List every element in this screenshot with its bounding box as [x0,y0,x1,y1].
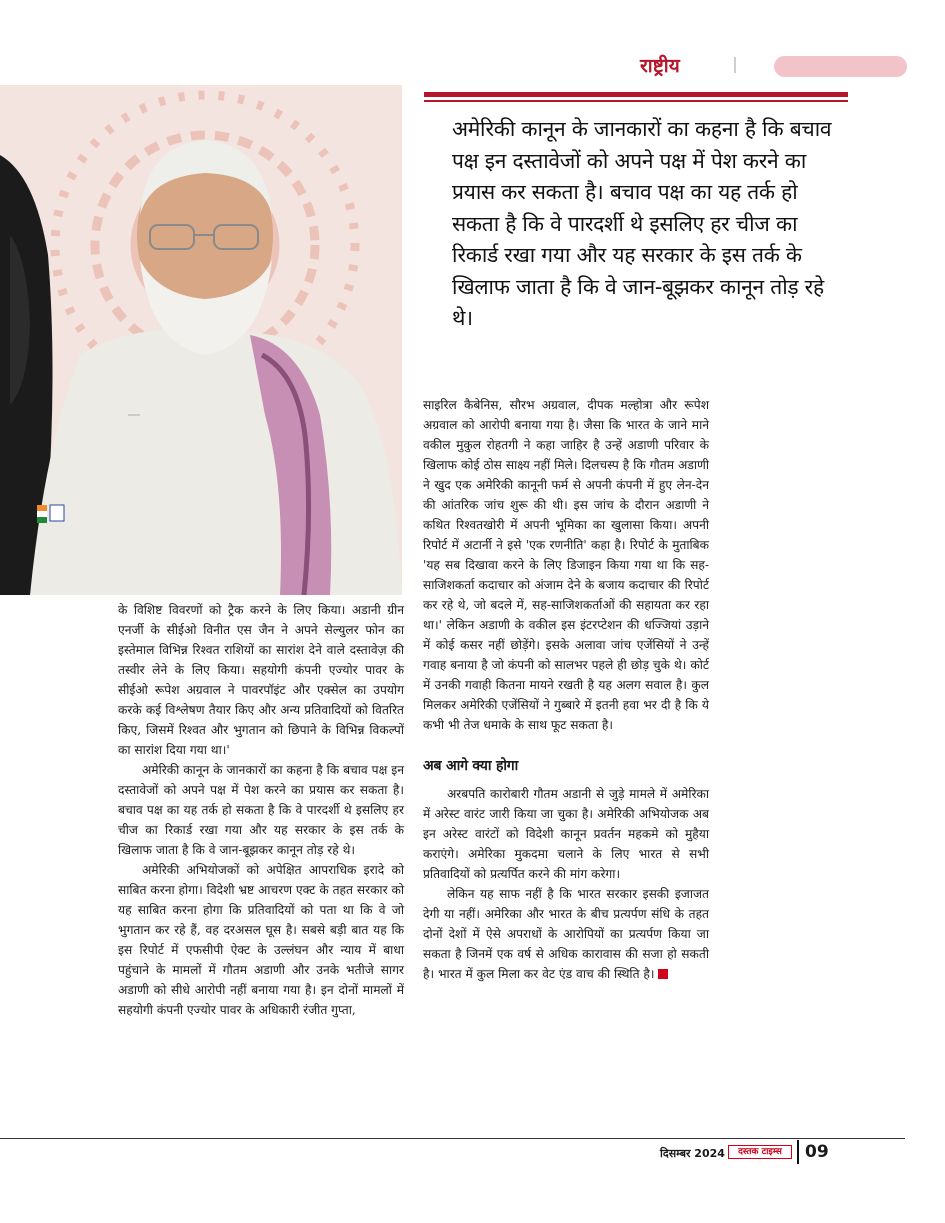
right-paragraph-1: साइरिल कैबेनिस, सौरभ अग्रवाल, दीपक मल्होत्रा और रूपेश अग्रवाल को आरोपी बनाया गया है। जैसा कि भारत के जाने माने वकील मुकुल रोहतगी ने कहा जाहिर है उन्हें अडाणी परिवार के खिलाफ कोई ठोस साक्ष्य नहीं मिले। दिलचस्प है कि गौतम अडाणी ने खुद एक अमेरिकी कानूनी फर्म से अपनी कंपनी में हुए लेन-देन की आंतरिक जांच शुरू की थी। इस जांच के दौरान अडाणी ने कथित रिश्वतखोरी में अपनी भूमिका का खुलासा किया। अपनी रिपोर्ट में अटार्नी ने इसे 'एक रणनीति' कहा है। रिपोर्ट के मुताबिक 'यह सब दिखावा करने के लिए डिजाइन किया गया था कि सह-साजिशकर्ता कदाचार को अंजाम देने के बजाय कदाचार की रिपोर्ट कर रहे थे, जो बदले में, सह-साजिशकर्ताओं की सहायता कर रहा था।' लेकिन अडाणी के वकील इस इंटरप्टेशन की धज्जियां उड़ाने में कोई कसर नहीं छोड़ेंगे। इसके अलावा जांच एजेंसियों ने उन्हें गवाह बनाया है जो कंपनी को सालभर पहले ही छोड़ चुके थे। कोर्ट में उनकी गवाही कितना मायने रखती है यह अलग सवाल है। कुल मिलकर अमेरिकी एजेंसियों ने गुब्बारे में इतनी हवा भर दी है कि ये कभी भी तेज धमाके के साथ फूट सकता है। [423,398,709,732]
header-pill [774,56,907,77]
end-mark-icon [658,969,668,979]
section-subheading: अब आगे क्या होगा [423,758,519,774]
pull-quote-rule-thin [424,100,848,102]
right-paragraph-2: अरबपति कारोबारी गौतम अडानी से जुड़े मामले में अमेरिका में अरेस्ट वारंट जारी किया जा चुका है। अमेरिकी अभियोजक अब इन अरेस्ट वारंटों को विदेशी कानून प्रवर्तन महकमे को मुहैया कराएंगे। अमेरिका मुकदमा चलाने के लिए भारत से सभी प्रतिवादियों को प्रत्यर्पित करने की मांग करेगा। [423,786,709,881]
footer-rule [0,1138,905,1139]
pull-quote: अमेरिकी कानून के जानकारों का कहना है कि बचाव पक्ष इन दस्तावेजों को अपने पक्ष में पेश करने का प्रयास कर सकता है। बचाव पक्ष का यह तर्क हो सकता है कि वे पारदर्शी थे इसलिए हर चीज का रिकार्ड रखा गया और यह सरकार के इस तर्क के खिलाफ जाता है कि वे जान-बूझकर कानून तोड़ रहे थे। [452,117,832,330]
left-paragraph-3: अमेरिकी अभियोजकों को अपेक्षित आपराधिक इरादे को साबित करना होगा। विदेशी भ्रष्ट आचरण एक्ट के तहत सरकार को यह साबित करना होगा कि प्रतिवादियों को पता था कि वे जो भुगतान कर रहे हैं, वह दरअसल घूस है। सबसे बड़ी बात यह कि इस रिपोर्ट में एफसीपी ऐक्ट के उल्लंघन और न्याय में बाधा पहुंचाने के मामलों में गौतम अडाणी और उनके भतीजे सागर अडाणी को सीधे आरोपी नहीं बनाया गया है। इन दोनों मामलों में सहयोगी कंपनी एज्योर पावर के अधिकारी रंजीत गुप्ता, [118,863,404,1017]
footer-date: दिसम्बर 2024 [660,1147,725,1160]
article-photo [0,85,402,595]
right-column [423,395,709,984]
right-paragraph-3 [423,884,709,984]
header-divider [734,57,736,73]
page-number: 09 [805,1142,829,1162]
left-column [118,600,404,1020]
publication-logo: दस्तक टाइम्स [728,1145,792,1159]
left-paragraph-2: अमेरिकी कानून के जानकारों का कहना है कि बचाव पक्ष इन दस्तावेजों को अपने पक्ष में पेश करने का प्रयास कर सकता है। बचाव पक्ष का यह तर्क हो सकता है कि वे पारदर्शी थे इसलिए हर चीज का रिकार्ड रखा गया और यह सरकार के इस तर्क के खिलाफ जाता है कि वे जान-बूझकर कानून तोड़ रहे थे। [118,763,404,857]
footer-divider [797,1140,799,1164]
pull-quote-rule-thick [424,92,848,97]
section-label: राष्ट्रीय [640,55,680,77]
closing-text: लेकिन यह साफ नहीं है कि भारत सरकार इसकी इजाजत देगी या नहीं। अमेरिका और भारत के बीच प्रत्यर्पण संधि के तहत दोनों देशों में ऐसे अपराधों के आरोपियों का प्रत्यर्पण किया जा सकता है जिनमें एक वर्ष से अधिक कारावास की सजा हो सकती है। भारत में कुल मिला कर वेट एंड वाच की स्थिति है। [423,886,709,981]
left-paragraph-1: के विशिष्ट विवरणों को ट्रैक करने के लिए किया। अडानी ग्रीन एनर्जी के सीईओ विनीत एस जैन ने अपने सेल्युलर फोन का इस्तेमाल विभिन्न रिश्वत राशियों का सारांश देने वाले दस्तावेज़ की तस्वीर लेने के लिए किया। सहयोगी कंपनी एज्योर पावर के सीईओ रूपेश अग्रवाल ने पावरपॉइंट और एक्सेल का उपयोग करके कई विश्लेषण तैयार किए और अन्य प्रतिवादियों को वितरित किए, जिसमें रिश्वत और भुगतान को छिपाने के विभिन्न विकल्पों का सारांश दिया गया था।' [118,603,404,757]
